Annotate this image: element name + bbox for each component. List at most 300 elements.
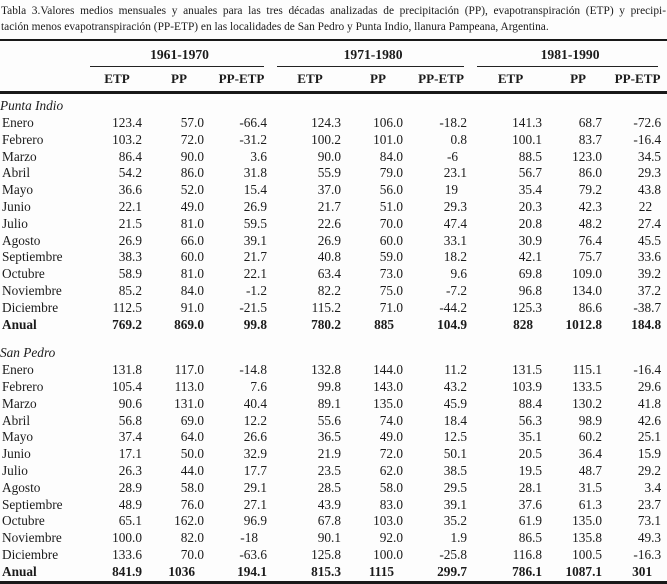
value-cell: 67.8 (317, 513, 342, 529)
value-cell: 39.1 (443, 496, 468, 512)
value-cell: 35.2 (443, 513, 468, 529)
value-cell: 194.1 (237, 563, 268, 579)
value-cell: 144.0 (373, 362, 404, 378)
caption-line-1: Tabla 3.Valores medios mensuales y anuales para las tres décadas analizadas de precipitación (PP), evapotranspiración (ETP) y precipi- (1, 5, 666, 17)
value-cell: 131.0 (174, 395, 204, 411)
value-cell: 90.0 (317, 148, 342, 164)
value-cell: 58.0 (379, 479, 404, 495)
value-cell: 81.0 (180, 215, 204, 231)
value-cell: 82.2 (317, 282, 342, 298)
value-cell: 60.0 (180, 249, 204, 265)
decade-header-row (0, 40, 667, 67)
value-cell: 26.9 (118, 232, 142, 248)
table-row (0, 182, 667, 199)
table-row (0, 463, 667, 480)
value-cell: 66.0 (180, 232, 204, 248)
value-cell: 28.9 (118, 479, 142, 495)
value-cell: 101.0 (373, 131, 404, 147)
value-cell: 71.0 (379, 299, 404, 315)
value-cell: 103.9 (512, 378, 543, 394)
value-cell: 17.1 (118, 446, 142, 462)
value-cell: 132.8 (311, 362, 342, 378)
value-cell: 23.1 (443, 165, 468, 181)
value-cell: 28.5 (317, 479, 342, 495)
value-cell: 40.8 (317, 249, 342, 265)
value-cell: 117.0 (174, 362, 204, 378)
section-header-row (0, 93, 667, 115)
value-cell: 35.4 (518, 182, 543, 198)
value-cell: 26.9 (243, 198, 268, 214)
row-label: Abril (2, 165, 31, 181)
value-cell: 124.3 (311, 114, 342, 130)
value-cell: 29.5 (443, 479, 468, 495)
value-cell: 135.8 (572, 530, 603, 546)
value-cell: 115.1 (572, 362, 603, 378)
value-cell: 885 (374, 316, 395, 332)
table-row (0, 233, 667, 250)
value-cell: 125.3 (512, 299, 543, 315)
data-table (0, 39, 667, 583)
value-cell: 21.7 (317, 198, 342, 214)
table-row (0, 547, 667, 564)
value-cell: 69.0 (180, 412, 204, 428)
value-cell: 22.1 (118, 198, 142, 214)
table-row (0, 513, 667, 530)
value-cell: 0.8 (450, 131, 468, 147)
value-cell: 100.0 (112, 530, 142, 546)
table-row (0, 300, 667, 317)
value-cell: 59.5 (243, 215, 268, 231)
value-cell: 22.1 (243, 266, 268, 282)
value-cell: 769.2 (112, 316, 142, 332)
value-cell: 184.8 (631, 316, 662, 332)
value-cell: -66.4 (239, 114, 268, 130)
value-cell: 76.0 (180, 496, 204, 512)
value-cell: 135.0 (572, 513, 603, 529)
row-label: Abril (2, 412, 31, 428)
value-cell: 86.4 (118, 148, 142, 164)
row-label: Marzo (2, 395, 37, 411)
value-cell: 143.0 (373, 378, 404, 394)
row-label: Agosto (2, 479, 41, 495)
value-cell: 20.5 (518, 446, 543, 462)
value-cell: 60.2 (578, 429, 603, 445)
value-cell: -7.2 (446, 282, 468, 298)
value-cell: 1115 (368, 563, 395, 579)
value-cell: 36.4 (578, 446, 603, 462)
value-cell: 299.7 (437, 563, 468, 579)
value-cell: 85.2 (118, 282, 142, 298)
table-row (0, 362, 667, 379)
value-cell: -31.2 (239, 131, 268, 147)
row-label: Septiembre (2, 496, 63, 512)
section-label: San Pedro (0, 345, 56, 361)
value-cell: 31.5 (578, 479, 603, 495)
value-cell: -16.3 (633, 546, 662, 562)
value-cell: 9.6 (450, 266, 468, 282)
value-cell: 74.0 (379, 412, 404, 428)
value-cell: 59.0 (379, 249, 404, 265)
value-cell: -38.7 (633, 299, 662, 315)
spacer-cell (0, 333, 667, 341)
value-cell: 29.3 (637, 165, 662, 181)
row-label: Noviembre (2, 530, 62, 546)
value-cell: 100.0 (373, 546, 404, 562)
value-cell: 42.1 (518, 249, 543, 265)
value-cell: 76.4 (578, 232, 603, 248)
table-row (0, 115, 667, 132)
measure-header-pp: PP (370, 71, 387, 87)
value-cell: 3.6 (250, 148, 268, 164)
table-row (0, 413, 667, 430)
value-cell: 20.8 (518, 215, 543, 231)
row-label: Octubre (2, 513, 45, 529)
value-cell: 104.9 (437, 316, 468, 332)
row-label: Mayo (2, 429, 34, 445)
value-cell: 52.0 (180, 182, 204, 198)
value-cell: 90.1 (317, 530, 342, 546)
value-cell: 43.2 (443, 378, 468, 394)
measure-header-pp: PP (171, 71, 187, 87)
value-cell: 55.6 (317, 412, 342, 428)
value-cell: 828 (513, 316, 534, 332)
section-label: Punta Indio (0, 98, 64, 114)
table-row (0, 149, 667, 166)
value-cell: 57.0 (180, 114, 204, 130)
value-cell: 106.0 (373, 114, 404, 130)
table-row (0, 249, 667, 266)
value-cell: 47.4 (443, 215, 468, 231)
value-cell: 38.3 (118, 249, 142, 265)
value-cell: -16.4 (633, 362, 662, 378)
measure-header-etp: ETP (104, 71, 130, 87)
value-cell: 815.3 (311, 563, 342, 579)
value-cell: 19.5 (518, 462, 543, 478)
value-cell: 56.0 (379, 182, 404, 198)
value-cell: 35.1 (518, 429, 543, 445)
value-cell: 11.2 (444, 362, 468, 378)
value-cell: 22 (638, 198, 653, 214)
row-label: Septiembre (2, 249, 63, 265)
value-cell: 3.4 (644, 479, 662, 495)
table-row (0, 379, 667, 396)
value-cell: 21.5 (118, 215, 142, 231)
value-cell: 81.0 (180, 266, 204, 282)
table-row (0, 283, 667, 300)
value-cell: 58.0 (180, 479, 204, 495)
value-cell: 69.8 (518, 266, 543, 282)
value-cell: 7.6 (250, 378, 268, 394)
value-cell: 96.8 (518, 282, 543, 298)
value-cell: -21.5 (239, 299, 268, 315)
value-cell: 25.1 (637, 429, 662, 445)
value-cell: 42.6 (637, 412, 662, 428)
value-cell: 125.8 (311, 546, 342, 562)
value-cell: 61.3 (578, 496, 603, 512)
value-cell: 27.4 (637, 215, 662, 231)
value-cell: 70.0 (180, 546, 204, 562)
value-cell: 86.5 (518, 530, 543, 546)
value-cell: 20.3 (518, 198, 543, 214)
value-cell: 39.2 (637, 266, 662, 282)
value-cell: 18.4 (443, 412, 468, 428)
value-cell: -72.6 (633, 114, 662, 130)
table-header (0, 40, 667, 93)
table-row (0, 396, 667, 413)
value-cell: -44.2 (439, 299, 468, 315)
value-cell: 48.9 (118, 496, 142, 512)
value-cell: 55.9 (317, 165, 342, 181)
value-cell: 123.0 (572, 148, 603, 164)
measure-header-row (0, 67, 667, 93)
measure-header-etp: ETP (497, 71, 524, 87)
measure-header-pp-etp: PP-ETP (218, 71, 265, 87)
table-row (0, 199, 667, 216)
value-cell: 19 (444, 182, 459, 198)
row-label: Octubre (2, 266, 45, 282)
value-cell: 32.9 (243, 446, 268, 462)
value-cell: 100.5 (572, 546, 603, 562)
value-cell: -1.2 (245, 282, 268, 298)
value-cell: 65.1 (118, 513, 142, 529)
value-cell: 91.0 (180, 299, 204, 315)
value-cell: 43.8 (637, 182, 662, 198)
value-cell: 29.6 (637, 378, 662, 394)
section-spacer (0, 333, 667, 341)
value-cell: 79.2 (578, 182, 603, 198)
value-cell: 82.0 (180, 530, 204, 546)
row-label: Febrero (2, 378, 44, 394)
value-cell: 50.1 (443, 446, 468, 462)
value-cell: 96.9 (243, 513, 268, 529)
value-cell: 92.0 (379, 530, 404, 546)
value-cell: 63.4 (317, 266, 342, 282)
value-cell: 29.1 (243, 479, 268, 495)
value-cell: 56.8 (118, 412, 142, 428)
value-cell: 70.0 (379, 215, 404, 231)
value-cell: 68.7 (578, 114, 603, 130)
value-cell: 54.2 (118, 165, 142, 181)
table-row (0, 530, 667, 547)
value-cell: 135.0 (373, 395, 404, 411)
value-cell: 86.0 (578, 165, 603, 181)
value-cell: 83.0 (379, 496, 404, 512)
row-label: Enero (2, 114, 34, 130)
value-cell: 133.6 (112, 546, 142, 562)
table-row (0, 165, 667, 182)
value-cell: 301 (632, 563, 653, 579)
value-cell: 98.9 (578, 412, 603, 428)
value-cell: 28.1 (518, 479, 543, 495)
value-cell: 123.4 (112, 114, 142, 130)
value-cell: 40.4 (243, 395, 268, 411)
value-cell: 84.0 (180, 282, 204, 298)
row-label: Agosto (2, 232, 41, 248)
value-cell: 113.0 (174, 378, 204, 394)
value-cell: 51.0 (379, 198, 404, 214)
value-cell: -25.8 (439, 546, 468, 562)
value-cell: 73.0 (379, 266, 404, 282)
value-cell: 27.1 (243, 496, 268, 512)
value-cell: -18 (240, 530, 259, 546)
value-cell: 21.7 (243, 249, 268, 265)
value-cell: 99.8 (317, 378, 342, 394)
table-row (0, 497, 667, 514)
value-cell: 37.4 (118, 429, 142, 445)
value-cell: 869.0 (174, 316, 204, 332)
value-cell: -63.6 (239, 546, 268, 562)
value-cell: -16.4 (633, 131, 662, 147)
value-cell: 780.2 (311, 316, 342, 332)
value-cell: 33.6 (637, 249, 662, 265)
row-label: Julio (2, 462, 28, 478)
table-row (0, 266, 667, 283)
value-cell: 43.9 (317, 496, 342, 512)
value-cell: 58.9 (118, 266, 142, 282)
annual-row (0, 317, 667, 334)
value-cell: 45.5 (637, 232, 662, 248)
corner-cell (0, 67, 86, 93)
value-cell: 12.2 (243, 412, 268, 428)
value-cell: 23.7 (637, 496, 662, 512)
value-cell: 33.1 (443, 232, 468, 248)
value-cell: 41.8 (637, 395, 662, 411)
value-cell: 17.7 (243, 462, 268, 478)
value-cell: 60.0 (379, 232, 404, 248)
row-label: Enero (2, 362, 34, 378)
value-cell: 72.0 (379, 446, 404, 462)
value-cell: 18.2 (443, 249, 468, 265)
value-cell: 62.0 (379, 462, 404, 478)
value-cell: 29.3 (443, 198, 468, 214)
value-cell: -6 (446, 148, 459, 164)
value-cell: 131.5 (512, 362, 543, 378)
value-cell: 141.3 (512, 114, 543, 130)
row-label: Junio (2, 446, 31, 462)
value-cell: 45.9 (443, 395, 468, 411)
value-cell: 162.0 (174, 513, 204, 529)
value-cell: 48.2 (578, 215, 603, 231)
value-cell: 37.6 (518, 496, 543, 512)
value-cell: 90.0 (180, 148, 204, 164)
value-cell: 21.9 (317, 446, 342, 462)
value-cell: 116.8 (512, 546, 543, 562)
value-cell: 15.9 (637, 446, 662, 462)
value-cell: 1087.1 (565, 563, 603, 579)
value-cell: 115.2 (311, 299, 342, 315)
decade-header-3: 1981-1990 (473, 40, 667, 67)
value-cell: 36.5 (317, 429, 342, 445)
value-cell: 86.0 (180, 165, 204, 181)
value-cell: 131.8 (112, 362, 142, 378)
value-cell: 26.6 (243, 429, 268, 445)
value-cell: 50.0 (180, 446, 204, 462)
row-label: Anual (2, 316, 37, 332)
value-cell: 105.4 (112, 378, 142, 394)
decade-header-1: 1961-1970 (86, 40, 273, 67)
measure-header-pp: PP (570, 71, 587, 87)
decade-header-2: 1971-1980 (273, 40, 473, 67)
table-row (0, 480, 667, 497)
value-cell: 1.9 (450, 530, 468, 546)
value-cell: 31.8 (243, 165, 268, 181)
value-cell: 42.3 (578, 198, 603, 214)
section-header-row (0, 341, 667, 362)
value-cell: 44.0 (180, 462, 204, 478)
value-cell: 61.9 (518, 513, 543, 529)
value-cell: 130.2 (572, 395, 603, 411)
value-cell: 56.7 (518, 165, 543, 181)
value-cell: 88.5 (518, 148, 543, 164)
value-cell: 38.5 (443, 462, 468, 478)
value-cell: 12.5 (443, 429, 468, 445)
value-cell: 75.0 (379, 282, 404, 298)
value-cell: 100.1 (512, 131, 543, 147)
corner-cell (0, 40, 86, 67)
value-cell: 29.2 (637, 462, 662, 478)
value-cell: -18.2 (439, 114, 468, 130)
value-cell: 89.1 (317, 395, 342, 411)
table-row (0, 216, 667, 233)
value-cell: 109.0 (572, 266, 603, 282)
value-cell: 37.2 (637, 282, 662, 298)
row-label: Anual (2, 563, 37, 579)
value-cell: 1036 (168, 563, 195, 579)
value-cell: 49.3 (637, 530, 662, 546)
row-label: Noviembre (2, 282, 62, 298)
value-cell: 1012.8 (565, 316, 603, 332)
value-cell: 34.5 (637, 148, 662, 164)
table-row (0, 132, 667, 149)
value-cell: 49.0 (180, 198, 204, 214)
row-label: Diciembre (2, 299, 59, 315)
value-cell: 79.0 (379, 165, 404, 181)
table-caption (0, 0, 667, 35)
table-row (0, 446, 667, 463)
value-cell: 26.3 (118, 462, 142, 478)
value-cell: 64.0 (180, 429, 204, 445)
value-cell: 75.7 (578, 249, 603, 265)
value-cell: 37.0 (317, 182, 342, 198)
table-body (0, 93, 667, 582)
annual-row (0, 564, 667, 582)
value-cell: 133.5 (572, 378, 603, 394)
value-cell: 36.6 (118, 182, 142, 198)
measure-header-pp-etp: PP-ETP (614, 71, 661, 87)
row-label: Junio (2, 198, 31, 214)
row-label: Julio (2, 215, 28, 231)
row-label: Diciembre (2, 546, 59, 562)
value-cell: 88.4 (518, 395, 543, 411)
caption-line-2: tación menos evapotranspiración (PP-ETP) en las localidades de San Pedro y Punta Indio, llanura Pampeana, Argentina. (1, 20, 549, 33)
value-cell: 15.4 (243, 182, 268, 198)
value-cell: 84.0 (379, 148, 404, 164)
measure-header-pp-etp: PP-ETP (418, 71, 464, 87)
value-cell: 73.1 (637, 513, 662, 529)
value-cell: -14.8 (239, 362, 268, 378)
value-cell: 100.2 (311, 131, 342, 147)
value-cell: 49.0 (379, 429, 404, 445)
value-cell: 134.0 (572, 282, 603, 298)
value-cell: 786.1 (512, 563, 543, 579)
value-cell: 30.9 (518, 232, 543, 248)
value-cell: 72.0 (180, 131, 204, 147)
row-label: Marzo (2, 148, 37, 164)
table-row (0, 429, 667, 446)
value-cell: 90.6 (118, 395, 142, 411)
value-cell: 26.9 (317, 232, 342, 248)
value-cell: 56.3 (518, 412, 543, 428)
